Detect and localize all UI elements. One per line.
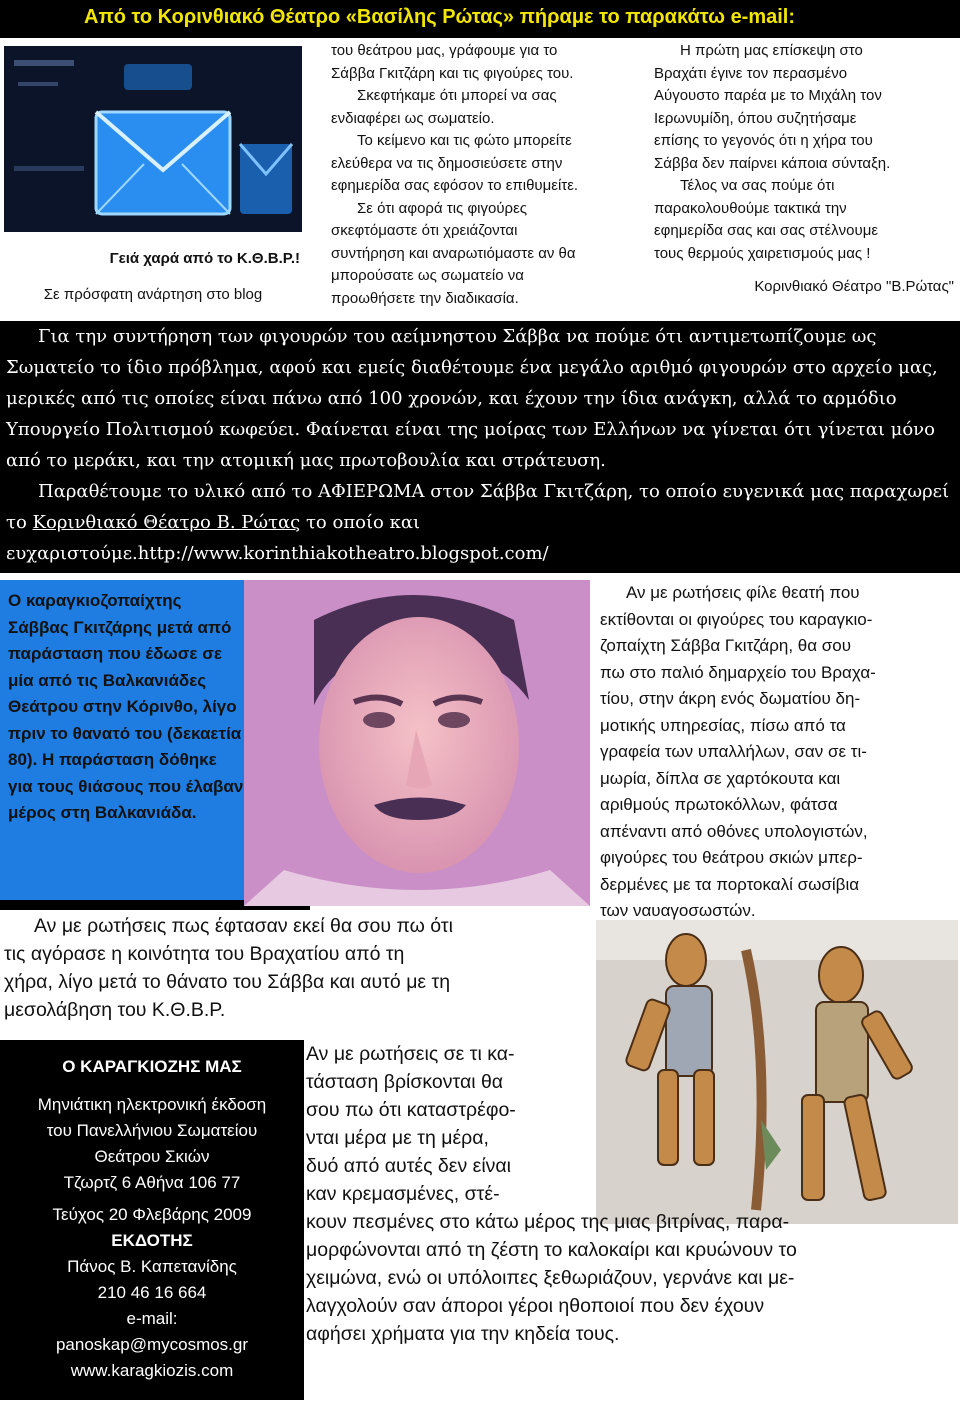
text-line: απέναντι από οθόνες υπολογιστών, xyxy=(600,821,868,841)
text-line: επίσης το γεγονός ότι η χήρα του xyxy=(654,132,873,149)
credit-url[interactable]: το οποίο και ευχαριστούμε.http://www.korinthiakotheatro.blogspot.com/ xyxy=(6,512,549,564)
text-line: ζοπαίχτη Σάββα Γκιτζάρη, θα σου xyxy=(600,636,852,655)
theatre-link[interactable]: Κορινθιακό Θέατρο Β. Ρώτας xyxy=(32,512,301,533)
text-line: Ιερωνυμίδη, όπου συζητήσαμε xyxy=(654,109,857,127)
text-line: Βραχάτι έγινε τον περασμένο xyxy=(654,64,848,82)
text-line: συντήρηση και αναρωτιόμαστε αν θα xyxy=(331,244,576,262)
lower-article-text-narrow xyxy=(306,1040,596,1208)
info-line: Θεάτρου Σκιών xyxy=(94,1147,210,1166)
text-line: μωρία, δίπλα σε χαρτόκουτα και xyxy=(600,768,841,788)
text-line: παρακολουθούμε τακτικά την xyxy=(654,199,847,217)
text-line: πω στο παλιό δημαρχείο του Βραχα- xyxy=(600,662,876,682)
text-line: αφήσει χρήματα για την κηδεία τους. xyxy=(306,1323,620,1345)
publisher-email[interactable]: panoskap@mycosmos.gr xyxy=(55,1335,249,1354)
publication-info-box xyxy=(0,1040,304,1400)
page-banner: Από το Κορινθιακό Θέατρο «Βασίλης Ρώτας» πήραμε το παρακάτω e-mail: xyxy=(0,0,960,38)
website-link[interactable]: www.karagkiozis.com xyxy=(70,1361,234,1380)
credit-paragraph xyxy=(6,476,954,569)
text-line: Σάββα Γκιτζάρη και τις φιγούρες του. xyxy=(331,64,574,82)
puppets-photo xyxy=(596,920,958,1224)
text-line: Η πρώτη μας επίσκεψη στο xyxy=(680,42,863,59)
text-line: Σε ότι αφορά τις φιγούρες xyxy=(357,199,528,217)
text-line: Αύγουστο παρέα με το Μιχάλη τον xyxy=(654,87,882,104)
mail-envelope-image xyxy=(4,46,302,232)
text-line: ελεύθερα να τις δημοσιεύσετε στην xyxy=(331,154,563,172)
portrait-photo xyxy=(244,580,590,906)
signature: Κορινθιακό Θέατρο "Β.Ρώτας" xyxy=(754,278,954,295)
text-line: δυό από αυτές δεν είναι xyxy=(306,1155,512,1177)
text-line: μορφώνονται από τη ζέστη το καλοκαίρι και κρυώνουν το xyxy=(306,1239,797,1261)
text-line: δερμένες με τα πορτοκαλί σωσίβια xyxy=(600,874,860,894)
intro-paragraph: Για την συντήρηση των φιγουρών του αείμνηστου Σάββα να πούμε ότι αντιμετωπίζουμε ως Σωματείο το ίδιο πρόβλημα, αφού και εμείς διαθέτουμε ένα μεγάλο αριθμό φιγουρών στο αρχείο μας, μερικές από τις οποίες είναι πάνω από 100 χρονών, και έχουν την ίδια ανάγκη, αλλά το αρμόδιο Υπουργείο Πολιτισμού κωφεύει. Φαίνεται είναι της μοίρας των Ελλήνων να γίνεται ότι γίνεται μόνο από το μεράκι, και την ατομική μας πρωτοβουλία και στράτευση. xyxy=(6,326,938,471)
email-label: e-mail: xyxy=(126,1309,178,1328)
lower-article-text-wide xyxy=(306,1208,956,1348)
email-column-middle xyxy=(331,40,649,310)
text-line: χήρα, λίγο μετά το θάνατο του Σάββα και αυτό με τη xyxy=(4,971,451,993)
text-line: κουν πεσμένες στο κάτω μέρος της μιας βιτρίνας, παρα- xyxy=(306,1211,790,1233)
portrait-image xyxy=(244,580,590,906)
text-line: των ναυαγοσωστών. xyxy=(600,901,756,920)
email-column-right xyxy=(654,40,954,299)
text-line: γραφεία των υπαλλήλων, σαν σε τι- xyxy=(600,742,867,761)
text-line: τους θερμούς χαιρετισμούς μας ! xyxy=(654,244,871,262)
text-line: καν κρεμασμένες, στέ- xyxy=(306,1183,500,1205)
text-line: λαγχολούν σαν άποροι γέροι ηθοποιοί που δεν έχουν xyxy=(306,1295,765,1317)
text-line: Σάββα δεν παίρνει κάποια σύνταξη. xyxy=(654,154,891,172)
issue-info: Τεύχος 20 Φλεβάρης 2009 xyxy=(52,1205,252,1224)
text-line: εφημερίδα σας και σας στέλνουμε xyxy=(654,222,879,239)
intro-block xyxy=(0,321,960,573)
info-address: Τζωρτζ 6 Αθήνα 106 77 xyxy=(63,1173,241,1192)
text-line: εφημερίδα σας εφόσον το επιθυμείτε. xyxy=(331,177,579,194)
text-line: ενδιαφέρει ως σωματείο. xyxy=(331,109,495,127)
text-line: Αν με ρωτήσεις πως έφτασαν εκεί θα σου πω ότι xyxy=(34,915,453,937)
text-line: τις αγόρασε η κοινότητα του Βραχατίου από τη xyxy=(4,943,405,965)
publisher-name: Πάνος Β. Καπετανίδης xyxy=(67,1257,237,1276)
text-line: Το κείμενο και τις φώτο μπορείτε xyxy=(357,132,572,149)
text-line: σκεφτόμαστε ότι χρειάζονται xyxy=(331,222,518,239)
text-line: Αν με ρωτήσεις φίλε θεατή που xyxy=(626,583,860,602)
text-line: Σκεφτήκαμε ότι μπορεί να σας xyxy=(357,87,557,104)
text-line: νται μέρα με τη μέρα, xyxy=(306,1127,489,1149)
photo-caption: Ο καραγκιοζοπαίχτης Σάββας Γκιτζάρης μετά από παράσταση που έδωσε σε μία από τις Βαλκανιάδες Θεάτρου στην Κόρινθο, λίγο πριν το θανατό του (δεκαετία 80). Η παράσταση δόθηκε για τους θιάσους που έλαβαν μέρος στη Βαλκανιάδα. xyxy=(8,591,244,822)
text-line: μεσολάβηση του Κ.Θ.Β.Ρ. xyxy=(4,999,226,1021)
text-line: εκτίθονται οι φιγούρες του καραγκιο- xyxy=(600,609,873,629)
text-line: προωθήσετε την διαδικασία. xyxy=(331,289,519,307)
text-line: χειμώνα, ενώ οι υπόλοιπες ξεθωριάζουν, γερνάνε και με- xyxy=(306,1267,795,1289)
right-article-text xyxy=(600,580,952,925)
envelope-icon xyxy=(4,46,302,232)
info-line: του Πανελλήνιου Σωματείου xyxy=(46,1121,258,1140)
text-line: Αν με ρωτήσεις σε τι κα- xyxy=(306,1043,515,1065)
info-line: Μηνιάτικη ηλεκτρονική έκδοση xyxy=(37,1095,267,1114)
publication-title: Ο ΚΑΡΑΓΚΙΟΖΗΣ ΜΑΣ xyxy=(62,1057,242,1076)
blog-line: Σε πρόσφατη ανάρτηση στο blog xyxy=(43,286,263,303)
credit-text: Παραθέτουμε το υλικό από το ΑΦΙΕΡΩΜΑ στον Σάββα Γκιτζάρη, το οποίο ευγενικά μας παραχωρεί το xyxy=(6,481,950,533)
text-line: του θεάτρου μας, γράφουμε για το xyxy=(331,42,558,59)
text-line: αριθμούς πρωτοκόλλων, φάτσα xyxy=(600,795,838,814)
text-line: μοτικής υπηρεσίας, πίσω από τα xyxy=(600,715,846,735)
text-line: τάσταση βρίσκονται θα xyxy=(306,1071,504,1093)
text-line: σου πω ότι καταστρέφο- xyxy=(306,1099,516,1121)
greeting: Γειά χαρά από το Κ.Θ.Β.Ρ.! xyxy=(109,250,300,267)
text-line: Τέλος να σας πούμε ότι xyxy=(680,177,835,194)
text-line: τίου, στην άκρη ενός δωματίου δη- xyxy=(600,689,861,708)
middle-article-text xyxy=(4,912,598,1024)
publisher-phone: 210 46 16 664 xyxy=(97,1283,207,1302)
puppets-image xyxy=(596,920,958,1224)
publisher-label: ΕΚΔΟΤΗΣ xyxy=(111,1231,193,1250)
text-line: μπορούσατε ως σωματείο να xyxy=(331,267,524,284)
text-line: φιγούρες του θεάτρου σκιών μπερ- xyxy=(600,848,863,867)
